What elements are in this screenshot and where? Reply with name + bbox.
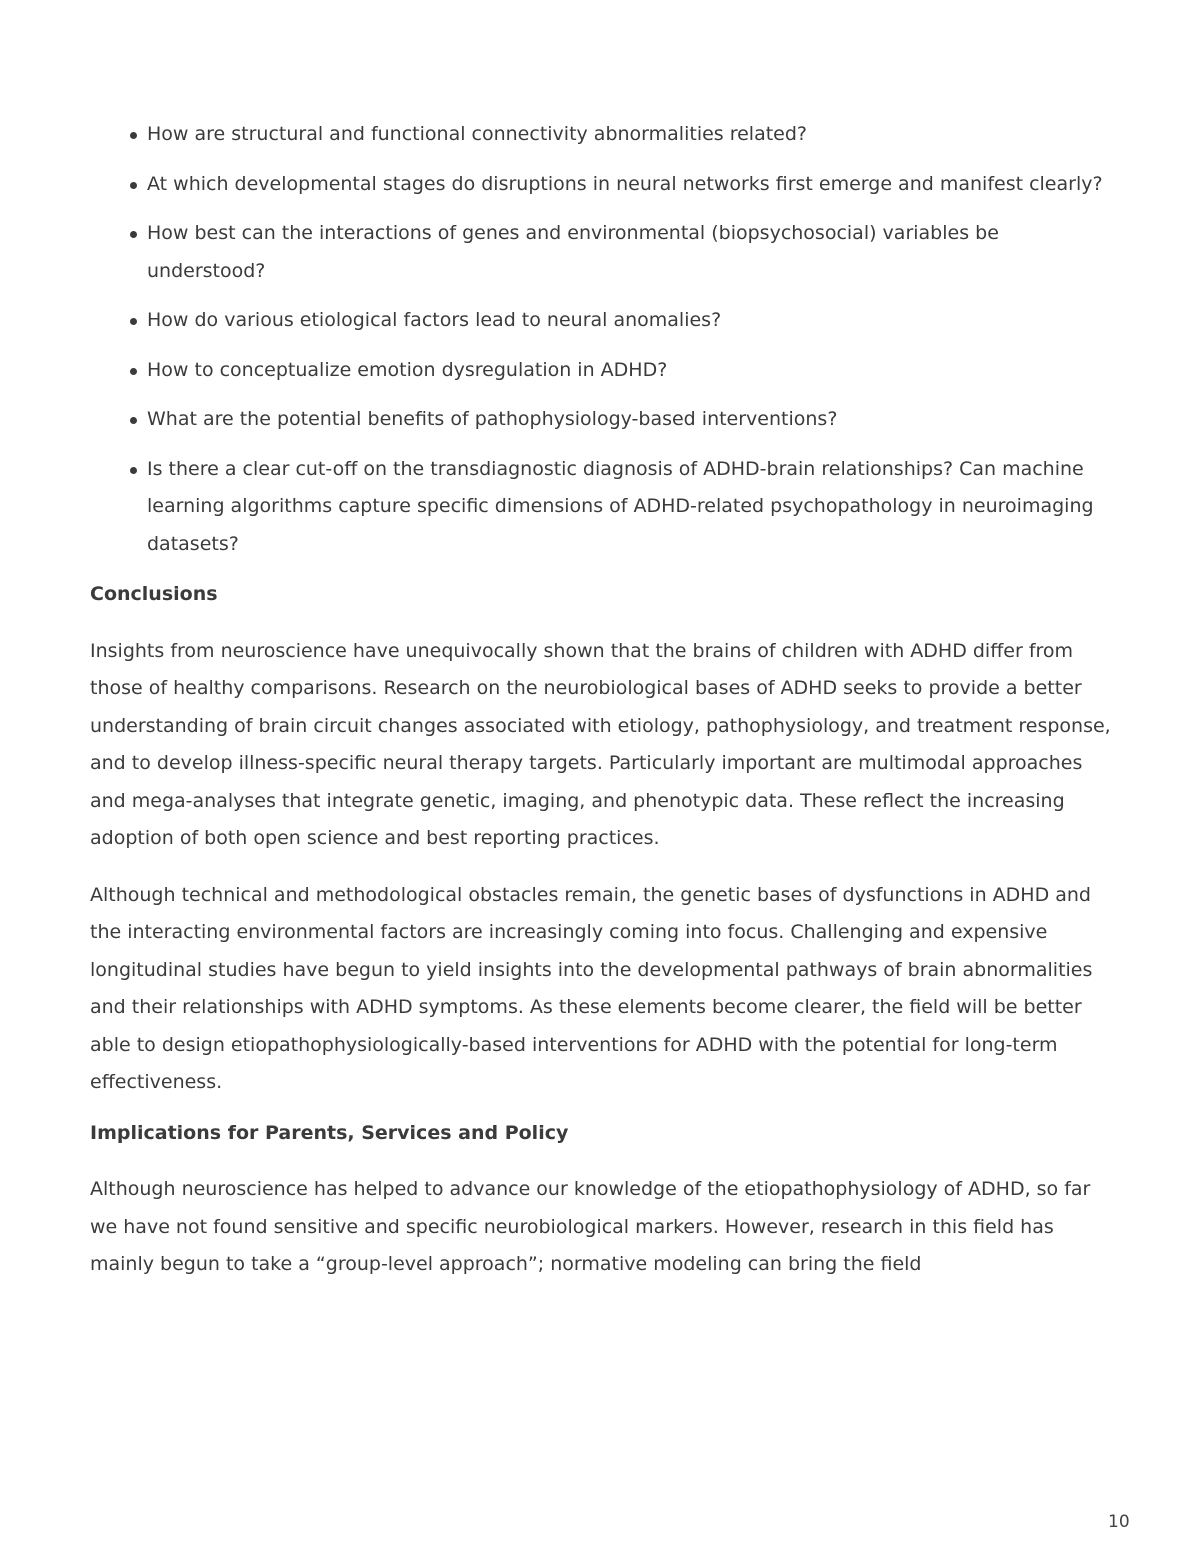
question-text: What are the potential benefits of pathophysiology-based interventions? [147, 408, 838, 430]
bullet-icon [130, 132, 137, 139]
bullet-icon [130, 368, 137, 375]
list-item [147, 352, 1120, 390]
question-text: How best can the interactions of genes and environmental (biopsychosocial) variables be understood? [147, 222, 999, 282]
list-item [147, 451, 1120, 564]
list-item [147, 166, 1120, 204]
conclusions-heading: Conclusions [90, 583, 218, 605]
implications-heading: Implications for Parents, Services and Policy [90, 1121, 569, 1144]
list-item [147, 116, 1120, 154]
conclusions-paragraph-2: Although technical and methodological obstacles remain, the genetic bases of dysfunctions in ADHD and the interacting environmental factors are increasingly coming into focus. Challenging and expensive longitudinal studies have begun to yield insights into the developmental pathways of brain abnormalities and their relationships with ADHD symptoms. As these elements become clearer, the field will be better able to design etiopathophysiologically-based interventions for ADHD with the potential for long-term effectiveness. [90, 883, 1093, 1093]
bullet-icon [130, 231, 137, 238]
bullet-icon [130, 467, 137, 474]
document-page [90, 116, 1120, 1284]
research-questions-list [90, 116, 1120, 563]
bullet-icon [130, 182, 137, 189]
implications-paragraph-1: Although neuroscience has helped to advance our knowledge of the etiopathophysiology of ADHD, so far we have not found sensitive and specific neurobiological markers. However, research in this field has mainly begun to take a “group-level approach”; normative modeling can bring the field [90, 1178, 1091, 1275]
question-text: How are structural and functional connectivity abnormalities related? [147, 123, 808, 145]
list-item [147, 401, 1120, 439]
list-item [147, 215, 1120, 290]
conclusions-paragraph-1: Insights from neuroscience have unequivocally shown that the brains of children with ADHD differ from those of healthy comparisons. Research on the neurobiological bases of ADHD seeks to provide a better understanding of brain circuit changes associated with etiology, pathophysiology, and treatment response, and to develop illness-specific neural therapy targets. Particularly important are multimodal approaches and mega-analyses that integrate genetic, imaging, and phenotypic data. These reflect the increasing adoption of both open science and best reporting practices. [90, 639, 1111, 849]
question-text: At which developmental stages do disruptions in neural networks first emerge and manifest clearly? [147, 172, 1103, 195]
page-number: 10 [1108, 1512, 1130, 1532]
question-text: How to conceptualize emotion dysregulation in ADHD? [147, 358, 668, 381]
question-text: How do various etiological factors lead to neural anomalies? [147, 309, 722, 331]
list-item [147, 302, 1120, 340]
bullet-icon [130, 318, 137, 325]
bullet-icon [130, 417, 137, 424]
question-text: Is there a clear cut-off on the transdiagnostic diagnosis of ADHD-brain relationships? Can machine learning algorithms capture specific dimensions of ADHD-related psychopathology in neuroimaging datasets? [147, 457, 1094, 555]
